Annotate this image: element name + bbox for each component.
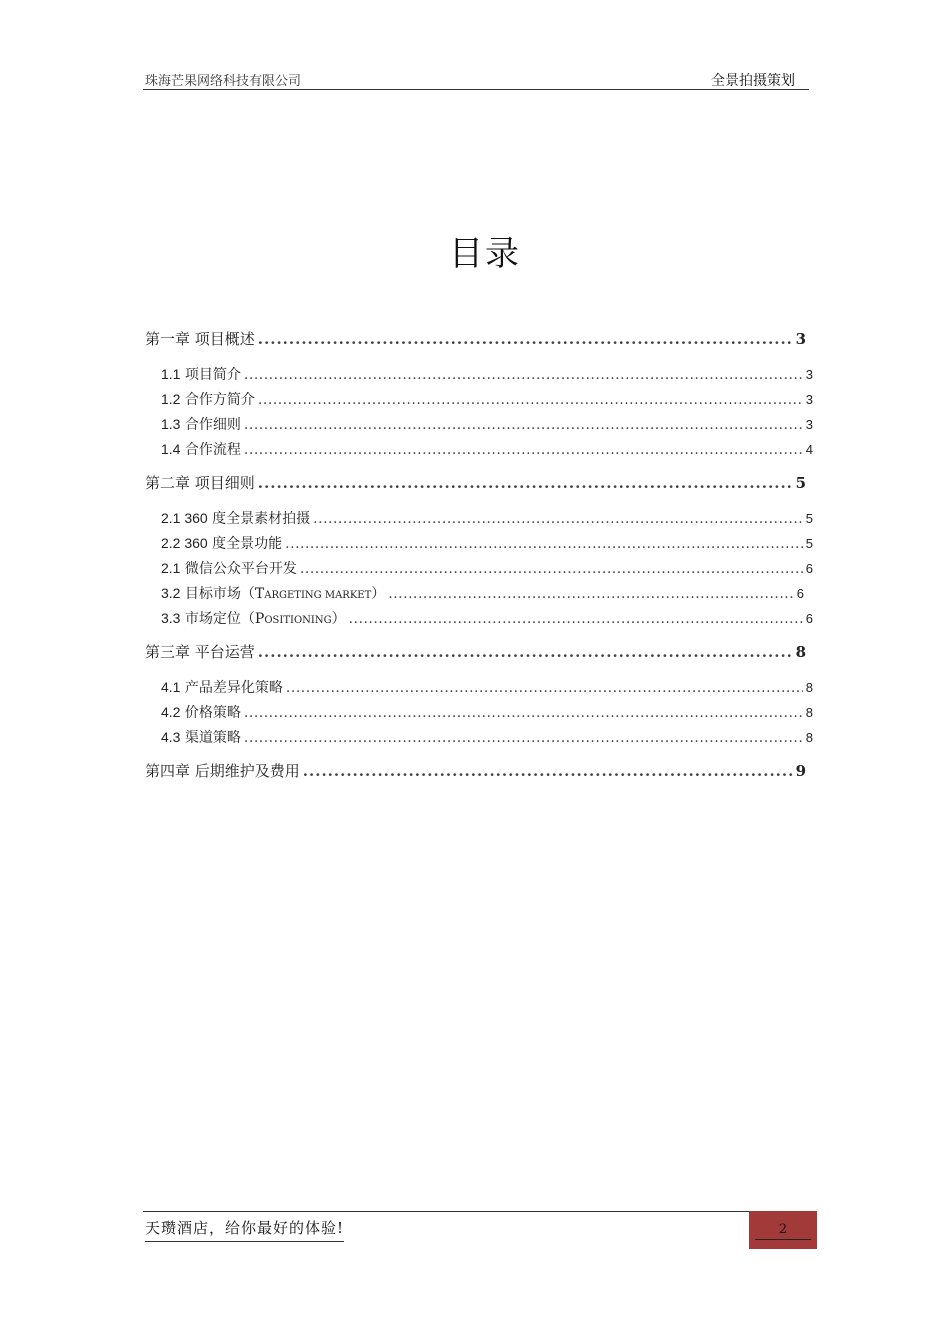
toc-section-1-2[interactable]	[161, 389, 813, 409]
toc-section-1-3[interactable]	[161, 414, 813, 434]
toc-section-4-3[interactable]	[161, 727, 813, 747]
toc-entry-page: 3	[805, 392, 813, 407]
toc-entry-num: 2.2 360	[161, 535, 208, 551]
toc-entry-label: 产品差异化策略	[184, 680, 283, 696]
toc-entry-page: 8	[805, 680, 813, 695]
toc-entry-label-smallcaps: ARGETING MARKET	[264, 590, 372, 601]
toc-leader	[244, 730, 803, 746]
toc-entry-page: 6	[805, 611, 813, 626]
toc-entry-page: 3	[805, 417, 813, 432]
toc-entry-label: 合作流程	[184, 442, 241, 458]
toc-leader	[244, 367, 803, 383]
toc-leader	[258, 474, 793, 492]
toc-entry-label: 渠道策略	[184, 730, 241, 746]
toc-leader	[244, 417, 803, 433]
toc-entry-num: 3.3	[161, 610, 181, 626]
toc-section-3-2[interactable]	[161, 583, 804, 603]
toc-entry-label: 价格策略	[184, 705, 241, 721]
toc-entry-label-smallcaps: OSITIONING	[264, 615, 332, 626]
toc-entry-num: 4.2	[161, 704, 181, 720]
toc-entry-page: 3	[805, 367, 813, 382]
toc-section-1-1[interactable]	[161, 364, 813, 384]
toc-entry-label: 合作方简介	[184, 392, 255, 408]
toc-leader	[300, 561, 803, 577]
toc-entry-label: 第二章 项目细则	[145, 474, 255, 492]
toc-section-4-2[interactable]	[161, 702, 813, 722]
toc-entry-label: 第三章 平台运营	[145, 643, 255, 661]
toc-entry-label: 微信公众平台开发	[184, 561, 297, 577]
toc-section-1-4[interactable]	[161, 439, 813, 459]
toc-chapter-3[interactable]	[145, 641, 806, 662]
toc-chapter-2[interactable]	[145, 472, 806, 493]
toc-entry-num: 4.3	[161, 729, 181, 745]
toc-leader	[244, 442, 803, 458]
toc-entry-page: 5	[795, 474, 806, 492]
toc-entry-num: 1.3	[161, 416, 181, 432]
toc-entry-num: 4.1	[161, 679, 181, 695]
toc-section-2-2[interactable]	[161, 533, 813, 553]
toc-entry-label: 合作细则	[184, 417, 241, 433]
toc-entry-label-suffix: ）	[331, 611, 346, 627]
toc-entry-page: 3	[795, 330, 806, 348]
toc-title: 目录	[449, 234, 521, 274]
toc-leader	[313, 511, 803, 527]
toc-entry-page: 8	[805, 730, 813, 745]
toc-leader	[388, 586, 793, 602]
toc-entry-label: 第一章 项目概述	[145, 330, 255, 348]
toc-entry-num: 2.1	[161, 560, 181, 576]
header-company: 珠海芒果网络科技有限公司	[145, 74, 302, 89]
toc-leader	[258, 643, 793, 661]
toc-section-2-1[interactable]	[161, 508, 813, 528]
toc-entry-page: 8	[795, 643, 806, 661]
toc-entry-num: 1.2	[161, 391, 181, 407]
toc-section-3-3[interactable]	[161, 608, 813, 628]
toc-entry-page: 6	[796, 586, 804, 601]
toc-entry-page: 6	[805, 561, 813, 576]
toc-entry-label: 项目简介	[184, 367, 241, 383]
toc-leader	[303, 762, 793, 780]
toc-entry-num: 1.1	[161, 366, 181, 382]
toc-entry-label: 度全景功能	[212, 536, 283, 552]
toc-leader	[286, 680, 803, 696]
toc-section-4-1[interactable]	[161, 677, 813, 697]
toc-entry-num: 3.2	[161, 585, 181, 601]
page-number: 2	[755, 1222, 811, 1240]
toc-leader	[258, 392, 803, 408]
toc-entry-page: 4	[805, 442, 813, 457]
toc-entry-label-suffix: ）	[371, 586, 386, 602]
toc-chapter-1[interactable]	[145, 328, 806, 349]
toc-entry-label: 度全景素材拍摄	[212, 511, 311, 527]
toc-entry-num: 2.1 360	[161, 510, 208, 526]
toc-leader	[258, 330, 793, 348]
toc-entry-label: 第四章 后期维护及费用	[145, 762, 300, 780]
toc-leader	[244, 705, 803, 721]
toc-chapter-4[interactable]	[145, 760, 806, 781]
toc-leader	[349, 611, 803, 627]
toc-section-2-3[interactable]	[161, 558, 813, 578]
toc-entry-label: 目标市场（T	[184, 586, 265, 602]
toc-leader	[285, 536, 803, 552]
toc-entry-page: 5	[805, 511, 813, 526]
footer-rule	[143, 1211, 753, 1212]
toc-entry-label: 市场定位（P	[184, 611, 265, 627]
toc-entry-page: 5	[805, 536, 813, 551]
toc-entry-num: 1.4	[161, 441, 181, 457]
header-doc-title: 全景拍摄策划	[711, 73, 795, 89]
toc-entry-page: 8	[805, 705, 813, 720]
footer-slogan: 天瓒酒店，给你最好的体验!	[145, 1217, 344, 1242]
toc-entry-page: 9	[795, 762, 806, 780]
